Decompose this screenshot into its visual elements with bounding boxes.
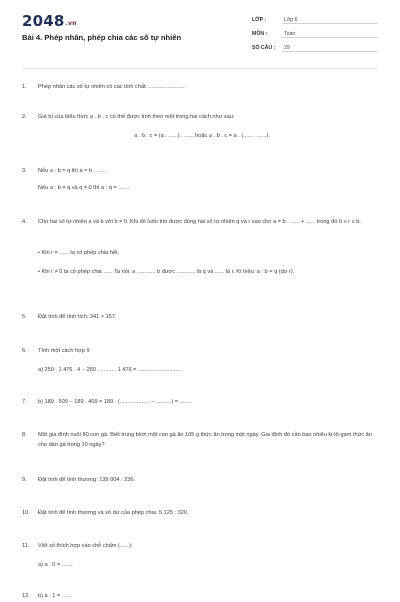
question-6-line-2: a) 250 . 1 476 . 4 − 250 . ........ . 1 476 = ............................ [38, 367, 182, 373]
site-logo[interactable] [22, 12, 77, 30]
class-row [252, 17, 378, 24]
question-number: 11. [22, 543, 30, 549]
question-5 [22, 313, 382, 323]
question-text: Giá trị của biểu thức a . b . c có thể được tính theo một trong hai cách như sau: [38, 114, 235, 120]
question-10 [22, 509, 382, 519]
question-count-row [252, 45, 378, 52]
question-text: Đặt tính để tính tích: 341 × 157. [38, 314, 117, 320]
question-1 [22, 83, 382, 93]
question-number: 2. [22, 114, 27, 120]
question-8 [22, 431, 382, 450]
logo-sub: .vn [65, 20, 77, 27]
question-number: 9. [22, 477, 27, 483]
question-text: Nếu a : b = q thì a = b . ...... [38, 168, 107, 174]
question-number: 6. [22, 348, 27, 354]
question-number: 7. [22, 399, 27, 405]
question-9 [22, 476, 382, 486]
subject-label: MÔN : [252, 31, 268, 37]
question-number: 1. [22, 84, 27, 90]
question-text: Phép nhân các số tự nhiên có các tính chất: ........................ [38, 84, 187, 90]
question-2 [22, 113, 382, 123]
question-4 [22, 218, 382, 228]
logo-main: 2048 [22, 12, 65, 30]
question-11-line-2: a) a . 0 = ......; [38, 562, 73, 568]
question-4-line-2: • Khi r = ...... ta có phép chia hết. [38, 250, 120, 256]
question-4-line-3: • Khi r ≠ 0 ta có phép chia ...... Ta nói: a ............ b được ............ là q và ...... là r. Kí hiệu: a : b = q (dư r). [38, 269, 295, 275]
question-text: Đặt tính để tính thương và số dư của phép chia: 5 125 : 320. [38, 510, 189, 516]
question-text: b) a : 1 = ...... [38, 593, 72, 599]
question-number: 12. [22, 593, 30, 599]
class-value: Lớp 6 [282, 17, 378, 24]
question-text: b) 189 . 509 − 189 . 409 = 189 . (................... − ..........) = ........ [38, 399, 192, 405]
question-count-label: SỐ CÂU : [252, 45, 276, 51]
question-12 [22, 592, 382, 602]
question-number: 4. [22, 219, 27, 225]
question-2-formula: a . b . c = (a . ......) . ...... hoặc a . b . c = a . (...... . ......). [134, 133, 270, 139]
lesson-title: Bài 4. Phép nhân, phép chia các số tự nhiên [22, 33, 182, 42]
document-header [0, 0, 400, 62]
question-number: 5. [22, 314, 27, 320]
question-number: 10. [22, 510, 30, 516]
question-count-value: 29 [282, 45, 378, 52]
question-number: 3. [22, 168, 27, 174]
question-text: Viết số thích hợp vào chỗ chấm (......): [38, 543, 133, 549]
question-text: Một gia đình nuôi 80 con gà. Biết trung bình một con gà ăn 105 g thức ăn trong một ngày. Gia đình đó cần bao nhiêu ki-lô-gam thức ăn cho đàn gà trong 10 ngày? [38, 432, 372, 448]
subject-row [252, 31, 378, 38]
subject-value: Toán [282, 31, 378, 38]
header-divider [22, 68, 378, 69]
question-3-line-2: Nếu a : b = q và q ≠ 0 thì a : q = ....... [38, 185, 130, 191]
question-3 [22, 167, 382, 177]
class-label: LỚP : [252, 17, 267, 23]
question-text: Đặt tính để tính thương: 139 004 : 236. [38, 477, 135, 483]
question-6 [22, 347, 382, 357]
question-text: Tính một cách hợp lí: [38, 348, 91, 354]
question-text: Cho hai số tự nhiên a và b với b ≠ 0. Khi đó luôn tìm được đúng hai số tự nhiên q và r sao cho a = b . ...... + ...... trong đó 0 ≤ r ≤ b. [38, 219, 361, 225]
question-11 [22, 542, 382, 552]
question-number: 8. [22, 432, 27, 438]
question-7 [22, 398, 382, 408]
